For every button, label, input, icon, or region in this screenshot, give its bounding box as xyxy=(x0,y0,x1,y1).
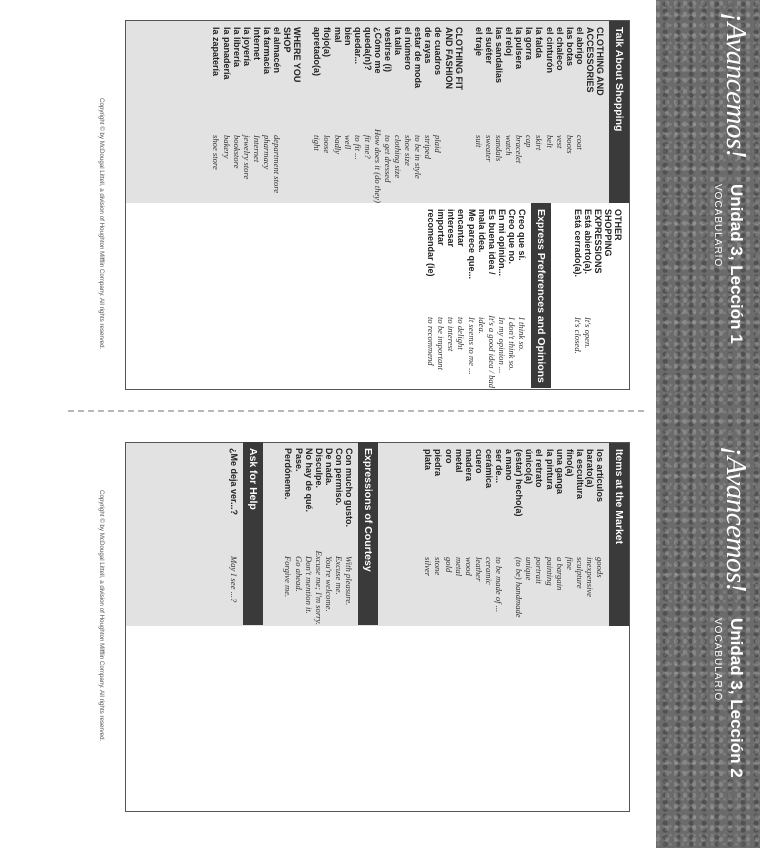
spanish-term: En mi opinión... xyxy=(496,209,507,276)
vocab-row xyxy=(514,21,524,203)
vocab-row xyxy=(585,443,595,626)
english-translation: a bargain xyxy=(554,557,565,591)
spanish-term: (estar) hecho(a) xyxy=(514,449,525,517)
vocab-list xyxy=(423,443,605,626)
spanish-term: Con permiso. xyxy=(333,448,344,506)
spanish-term: el almacén xyxy=(272,27,282,74)
spanish-term: importar xyxy=(436,209,447,246)
english-translation: jewelry store xyxy=(241,135,252,180)
spanish-term: madera xyxy=(463,449,474,482)
section-title: Talk About Shopping xyxy=(609,21,629,203)
vocab-list xyxy=(229,442,239,625)
vocab-row xyxy=(575,443,585,626)
spanish-term: cuero xyxy=(473,449,484,474)
english-translation: suit xyxy=(473,135,484,148)
copyright-notice: Copyright © by McDougal Littell, a division of Houghton Mifflin Company. All rights reserved. xyxy=(98,490,105,742)
english-translation: It's open. xyxy=(582,317,593,349)
vocab-row xyxy=(524,21,534,203)
vocab-row xyxy=(211,21,221,203)
spanish-term: oro xyxy=(443,449,454,464)
spanish-term: vestirse (i) xyxy=(383,27,394,73)
spanish-term: el reloj xyxy=(504,27,515,57)
spanish-term: estar de moda xyxy=(413,27,424,89)
spanish-term: las sandalias xyxy=(494,27,505,84)
vocab-row xyxy=(413,21,423,203)
vocab-row xyxy=(423,21,433,203)
spanish-term xyxy=(464,21,474,135)
section-preferences xyxy=(426,203,551,388)
english-translation: to recommend xyxy=(426,317,437,366)
vocab-row xyxy=(585,21,595,203)
spanish-term: Me parece que... xyxy=(466,209,477,280)
spanish-term: Con mucho gusto. xyxy=(344,448,354,527)
spanish-term: una ganga xyxy=(554,449,565,495)
english-translation: Don't mention it. xyxy=(303,556,314,614)
vocab-row xyxy=(544,443,554,626)
spanish-term: la gorra xyxy=(524,27,535,61)
spanish-term: las botas xyxy=(564,27,575,67)
english-translation: metal xyxy=(453,557,464,577)
vocab-row xyxy=(433,443,443,626)
english-translation: unique xyxy=(524,557,535,581)
english-translation: Excuse me. xyxy=(333,556,344,595)
column-talk-shopping xyxy=(126,21,629,203)
english-translation: inexpensive xyxy=(584,557,595,598)
english-translation: ceramic xyxy=(483,557,494,585)
spanish-term: la pulsera xyxy=(514,27,525,70)
vocab-row xyxy=(474,443,484,626)
unit-subtitle: VOCABULARIO xyxy=(712,618,723,702)
vocab-list xyxy=(283,442,354,625)
section-title: Express Preferences and Opinions xyxy=(531,203,551,388)
english-translation: clothing size xyxy=(393,135,404,179)
spanish-term: WHERE YOU xyxy=(292,27,303,83)
spanish-term: la zapatería xyxy=(211,27,222,77)
vocab-row xyxy=(603,203,613,388)
spanish-term: CLOTHING FIT xyxy=(453,27,464,90)
english-translation: to be in style xyxy=(413,135,424,179)
spanish-term: de rayas xyxy=(423,27,434,64)
english-translation: belt xyxy=(544,135,555,148)
vocab-row xyxy=(252,21,262,203)
vocab-row xyxy=(484,21,494,203)
english-translation: In my opinion ... xyxy=(496,317,507,374)
english-translation: department store xyxy=(272,135,282,194)
spanish-term: No hay de qué. xyxy=(303,448,314,513)
spanish-term: queda(n)? xyxy=(362,27,373,71)
vocab-row xyxy=(613,203,623,388)
english-translation: vest xyxy=(554,135,565,149)
vocab-row xyxy=(221,21,231,203)
section-help xyxy=(229,442,263,625)
vocab-row xyxy=(433,21,443,203)
vocab-row xyxy=(504,443,514,626)
english-translation: bookstore xyxy=(231,135,242,169)
english-translation: coat xyxy=(574,135,585,150)
vocab-row xyxy=(302,21,312,203)
section-title: Ask for Help xyxy=(243,442,263,625)
vocab-row xyxy=(444,21,454,203)
vocab-row xyxy=(507,203,517,388)
english-translation: Internet xyxy=(251,135,262,163)
english-translation: striped xyxy=(423,135,434,159)
english-translation: tight xyxy=(312,135,323,151)
column-empty xyxy=(126,626,629,810)
spanish-term: flojo(a) xyxy=(322,27,333,57)
spanish-term: SHOPPING xyxy=(602,209,613,257)
vocab-row xyxy=(353,21,363,203)
english-translation: silver xyxy=(423,557,434,577)
spanish-term: ¿Me deja ver...? xyxy=(229,448,239,516)
vocab-row xyxy=(403,21,413,203)
spanish-term: ser de... xyxy=(494,449,505,484)
english-translation: gold xyxy=(443,557,454,573)
vocab-row xyxy=(232,21,242,203)
spanish-term: OTHER xyxy=(613,209,623,241)
vocab-list xyxy=(426,203,527,388)
column-right xyxy=(126,203,629,388)
spanish-term: interesar xyxy=(446,209,457,248)
spanish-term: EXPRESSIONS xyxy=(592,209,603,274)
spanish-term: el cinturón xyxy=(544,27,555,74)
english-translation: With pleasure. xyxy=(344,556,354,606)
english-translation: stone xyxy=(433,557,444,576)
vocab-row xyxy=(314,442,324,625)
spanish-term: el número xyxy=(403,27,414,71)
english-translation: fine xyxy=(564,557,575,570)
english-translation: bakery xyxy=(221,135,232,159)
vocab-row xyxy=(595,21,605,203)
spanish-term: mal xyxy=(332,27,343,43)
vocab-row xyxy=(494,21,504,203)
spanish-term: la pintura xyxy=(544,449,555,490)
spanish-term: Perdóneme. xyxy=(283,448,294,500)
spanish-term: de cuadros xyxy=(433,27,444,76)
brand-logo: ¡Avancemos! xyxy=(720,12,752,158)
vocab-row xyxy=(595,443,605,626)
english-translation: shoe size xyxy=(403,135,414,166)
vocab-row xyxy=(456,203,466,388)
english-translation: You're welcome. xyxy=(323,556,334,612)
vocab-row xyxy=(446,203,456,388)
spanish-term: único(a) xyxy=(524,449,535,484)
vocab-row xyxy=(283,442,293,625)
english-translation: pharmacy xyxy=(261,135,272,170)
spanish-term: ACCESSORIES xyxy=(584,27,595,93)
vocab-row xyxy=(334,442,344,625)
english-translation: loose xyxy=(322,135,333,154)
vocab-row xyxy=(464,21,474,203)
spanish-term: la panadería xyxy=(221,27,232,80)
spanish-term: el chaleco xyxy=(554,27,565,71)
spanish-term: la falda xyxy=(534,27,545,59)
vocab-row xyxy=(454,443,464,626)
spanish-term: De nada. xyxy=(323,448,334,486)
english-translation: portrait xyxy=(534,557,545,584)
spanish-term: piedra xyxy=(433,449,444,477)
english-translation: I don't think so. xyxy=(506,317,517,371)
vocab-row xyxy=(555,443,565,626)
spanish-term: cerámica xyxy=(483,449,494,489)
header-lesson-1 xyxy=(656,6,760,406)
english-translation: to fit ... xyxy=(352,135,363,160)
spanish-term: Pase. xyxy=(293,448,304,472)
section-courtesy xyxy=(283,442,378,625)
unit-title: Unidad 3, Lección 2 xyxy=(727,618,746,778)
vocab-row xyxy=(497,203,507,388)
vocab-row xyxy=(464,443,474,626)
vocab-row xyxy=(555,21,565,203)
brand-logo: ¡Avancemos! xyxy=(720,446,752,592)
vocab-list xyxy=(573,203,623,388)
spanish-term: AND FASHION xyxy=(443,27,454,90)
vocab-row xyxy=(534,21,544,203)
english-translation: It's a good idea / bad xyxy=(486,315,497,388)
spanish-term: el traje xyxy=(473,27,484,57)
section-other-shopping xyxy=(573,203,623,388)
english-translation: watch xyxy=(504,135,515,156)
english-translation: shoe store xyxy=(211,135,222,170)
spanish-term: encantar xyxy=(456,209,467,247)
fold-line xyxy=(68,410,644,412)
section-title: Expressions of Courtesy xyxy=(358,442,378,625)
spanish-term: los artículos xyxy=(595,449,605,503)
vocab-row xyxy=(454,21,464,203)
english-translation: idea. xyxy=(476,317,487,334)
vocab-row xyxy=(583,203,593,388)
vocab-row xyxy=(494,443,504,626)
vocab-row xyxy=(575,21,585,203)
vocab-row xyxy=(242,21,252,203)
vocab-row xyxy=(466,203,476,388)
spanish-term: metal xyxy=(453,449,464,473)
english-translation: May I see ...? xyxy=(229,556,239,603)
spanish-term: SHOP xyxy=(282,27,293,53)
english-translation: wood xyxy=(463,557,474,576)
vocab-row xyxy=(514,443,524,626)
spanish-term: ¿Cómo me xyxy=(372,27,383,74)
english-translation: Excuse me; I'm sorry. xyxy=(313,550,324,625)
english-translation: plaid xyxy=(433,135,444,153)
section-talk-shopping xyxy=(211,21,629,203)
vocab-row xyxy=(593,203,603,388)
english-translation: sandals xyxy=(494,135,505,162)
english-translation: fit me? xyxy=(362,135,373,159)
vocab-row xyxy=(324,442,334,625)
vocab-row xyxy=(272,21,282,203)
english-translation: to delight xyxy=(456,317,467,350)
vocab-row xyxy=(383,21,393,203)
vocab-row xyxy=(423,443,433,626)
spanish-term: barato(a) xyxy=(584,449,595,488)
spanish-term: fino(a) xyxy=(564,449,575,477)
vocab-row xyxy=(262,21,272,203)
english-translation: badly xyxy=(332,135,343,155)
spanish-term: plata xyxy=(423,449,434,471)
english-translation: to interest xyxy=(446,317,457,352)
vocab-row xyxy=(436,203,446,388)
vocab-list xyxy=(211,21,605,203)
header-lesson-2 xyxy=(656,440,760,840)
english-translation: to be made of ... xyxy=(494,557,505,613)
spanish-term: a mano xyxy=(504,449,515,481)
vocab-row xyxy=(426,203,436,388)
vocab-row xyxy=(332,21,342,203)
english-translation: goods xyxy=(595,557,605,578)
english-translation: to get dressed xyxy=(383,135,394,183)
english-translation: Go ahead. xyxy=(293,556,304,592)
vocab-row xyxy=(534,443,544,626)
spanish-term: la escultura xyxy=(574,449,585,500)
english-translation: Forgive me. xyxy=(283,556,294,598)
spanish-term xyxy=(302,21,312,135)
vocab-row xyxy=(565,21,575,203)
spanish-term: el abrigo xyxy=(574,27,585,65)
spanish-term: CLOTHING AND xyxy=(595,27,605,96)
spanish-term: apretado(a) xyxy=(312,27,323,77)
english-translation: How does it (do they) xyxy=(372,129,383,203)
vocab-row xyxy=(229,442,239,625)
english-translation: cap xyxy=(524,135,535,148)
english-translation: (to be) handmade xyxy=(514,557,525,618)
spanish-term: el retrato xyxy=(534,449,545,488)
english-translation: well xyxy=(342,135,353,150)
unit-title: Unidad 3, Lección 1 xyxy=(727,184,746,344)
vocab-row xyxy=(373,21,383,203)
vocab-row xyxy=(344,442,354,625)
spanish-term: Creo que no. xyxy=(506,209,517,265)
vocab-row xyxy=(517,203,527,388)
spanish-term: Disculpe. xyxy=(313,448,324,489)
copyright-notice: Copyright © by McDougal Littell, a division of Houghton Mifflin Company. All rights reserved. xyxy=(98,98,105,350)
spanish-term: Creo que sí. xyxy=(517,209,527,261)
english-translation: to be important xyxy=(436,317,447,370)
vocab-row xyxy=(292,21,302,203)
english-translation: bracelet xyxy=(514,135,525,164)
vocab-row xyxy=(487,203,497,388)
spanish-term: la talla xyxy=(393,27,404,56)
unit-subtitle: VOCABULARIO xyxy=(712,184,723,268)
vocab-row xyxy=(322,21,332,203)
english-translation: painting xyxy=(544,557,555,586)
english-translation: skirt xyxy=(534,135,545,151)
english-translation: sculpture xyxy=(574,557,585,589)
vocab-row xyxy=(343,21,353,203)
vocab-row xyxy=(484,443,494,626)
vocab-card-lesson-1 xyxy=(125,20,630,390)
section-items-market xyxy=(423,443,629,626)
spanish-term: recomendar (ie) xyxy=(426,209,437,277)
spanish-term: quedar... xyxy=(352,27,363,65)
english-translation: boots xyxy=(564,135,575,154)
english-translation: I think so. xyxy=(517,317,527,352)
vocab-row xyxy=(524,443,534,626)
english-translation: sweater xyxy=(483,135,494,162)
vocab-row xyxy=(282,21,292,203)
spanish-term: Está abierto(a). xyxy=(582,209,593,275)
vocab-row xyxy=(565,443,575,626)
spanish-term: mala idea. xyxy=(476,209,487,253)
vocab-row xyxy=(477,203,487,388)
spanish-term: Es buena idea / xyxy=(486,209,497,275)
english-translation: It seems to me ... xyxy=(466,317,477,375)
english-translation: It's closed. xyxy=(572,317,583,354)
section-title: Items at the Market xyxy=(609,443,629,626)
vocab-row xyxy=(573,203,583,388)
vocab-row xyxy=(444,443,454,626)
vocab-row xyxy=(393,21,403,203)
english-translation: leather xyxy=(473,557,484,582)
spanish-term: la farmacia xyxy=(261,27,272,75)
spanish-term: Está cerrado(a). xyxy=(572,209,583,278)
vocab-row xyxy=(363,21,373,203)
spanish-term: el suéter xyxy=(483,27,494,65)
vocab-row xyxy=(504,21,514,203)
vocab-row xyxy=(312,21,322,203)
vocab-row xyxy=(544,21,554,203)
spanish-term: la joyería xyxy=(241,27,252,67)
spanish-term: bien xyxy=(342,27,353,46)
vocab-row xyxy=(474,21,484,203)
spanish-term: Internet xyxy=(251,27,262,61)
spanish-term: la librería xyxy=(231,27,242,68)
vocab-row xyxy=(304,442,314,625)
vocab-row xyxy=(293,442,303,625)
